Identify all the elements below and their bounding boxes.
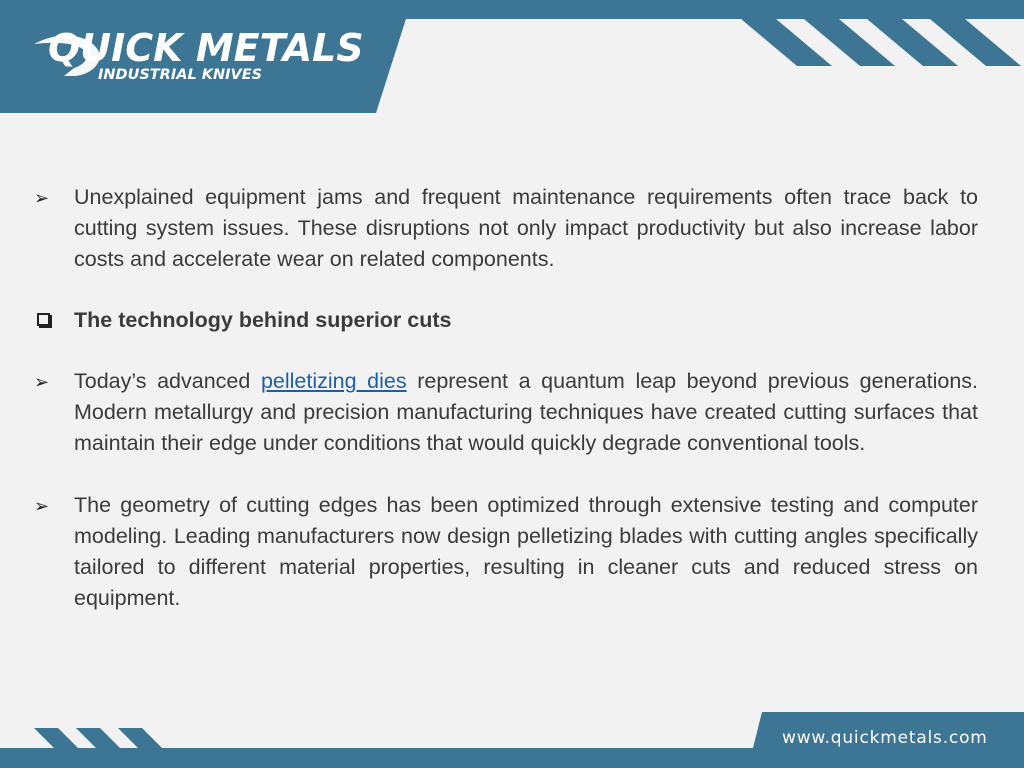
stripe-decoration	[118, 728, 162, 748]
bullet-text: The geometry of cutting edges has been optimized through extensive testing and computer modeling. Leading manufacturers now design pelletizing blades with cutting angles specifically tailored to different material properties, resulting in cleaner cuts and reduced stress on equipment.	[74, 493, 978, 610]
stripe-decoration	[34, 728, 78, 748]
bullet-text	[74, 366, 978, 459]
stripe-decoration	[76, 728, 120, 748]
checkbox-square-icon	[37, 313, 50, 326]
bullet-item	[34, 366, 978, 459]
bullet-text-start: Today’s advanced	[74, 369, 261, 393]
heading-item	[34, 305, 978, 336]
arrowhead-bullet-icon: ➢	[34, 496, 50, 516]
bullet-item	[34, 490, 978, 614]
bullet-text: Unexplained equipment jams and frequent maintenance requirements often trace back to cutting system issues. These disruptions not only impact productivity but also increase labor costs and accelerate wear on related components.	[74, 185, 978, 271]
website-url[interactable]: www.quickmetals.com	[782, 728, 988, 748]
logo[interactable]	[34, 26, 374, 90]
logo-tagline: INDUSTRIAL KNIVES	[98, 67, 263, 83]
logo-wordmark: QUICK METALS	[48, 26, 364, 70]
bullet-item	[34, 182, 978, 275]
pelletizing-dies-link[interactable]: pelletizing dies	[260, 369, 407, 393]
main-content	[34, 182, 978, 614]
bullet-text-end: represent a quantum leap beyond previous generations. Modern metallurgy and precision manufacturing techniques have created cutting surfaces that maintain their edge under conditions that would quickly degrade conventional tools.	[74, 369, 979, 455]
arrowhead-bullet-icon: ➢	[34, 372, 50, 392]
arrowhead-bullet-icon: ➢	[34, 188, 50, 208]
section-heading: The technology behind superior cuts	[74, 308, 452, 332]
